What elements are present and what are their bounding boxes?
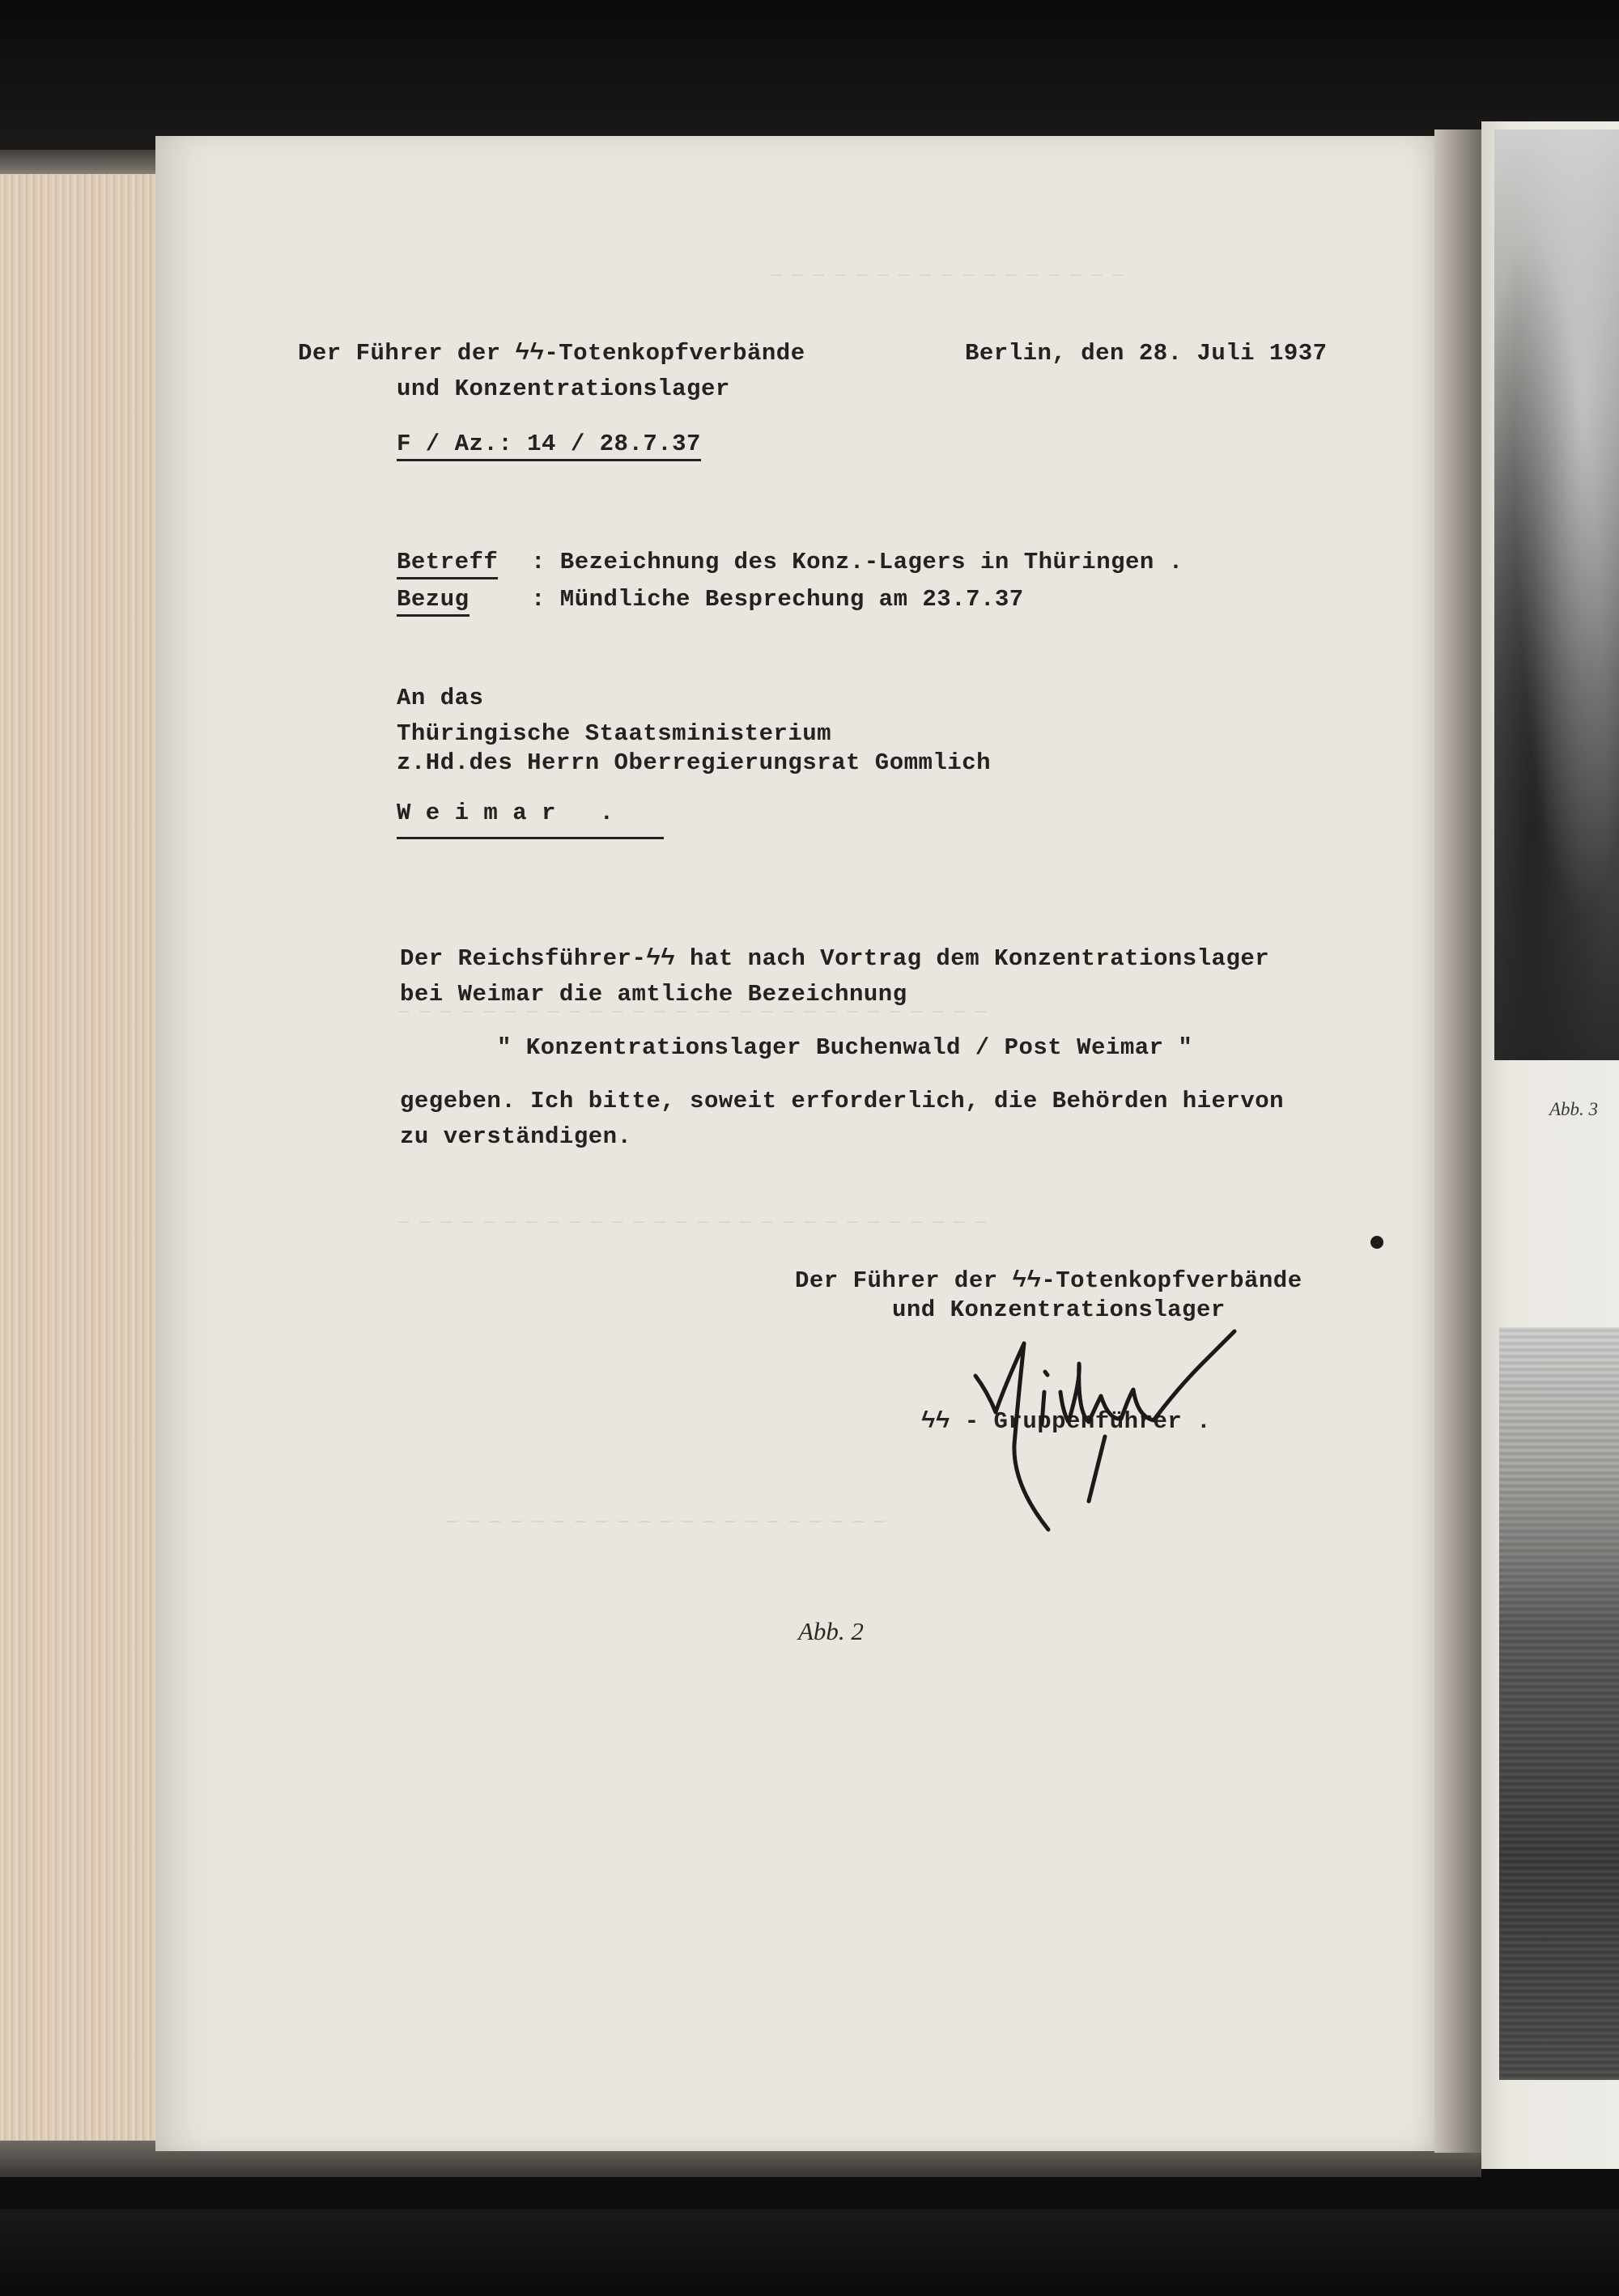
handwritten-signature — [967, 1315, 1315, 1534]
facing-page-photo-bottom — [1499, 1327, 1619, 2080]
body-line-1: Der Reichsführer-ϟϟ hat nach Vortrag dem Konzentrationslager — [400, 945, 1270, 972]
closing-line-2: und Konzentrationslager — [892, 1297, 1226, 1323]
subject-text: : Bezeichnung des Konz.-Lagers in Thüringen . — [531, 549, 1183, 575]
subject-label: Betreff — [397, 549, 498, 579]
recipient-city: W e i m a r . — [397, 800, 614, 826]
body-line-3: gegeben. Ich bitte, soweit erforderlich, die Behörden hiervon — [400, 1088, 1285, 1114]
ink-dot — [1370, 1236, 1383, 1249]
book-cover-bottom — [0, 2209, 1619, 2296]
book-cover-top — [0, 0, 1619, 154]
city-underline — [397, 837, 664, 839]
facing-page-photo-top — [1494, 129, 1619, 1060]
body-quote: " Konzentrationslager Buchenwald / Post Weimar " — [497, 1034, 1193, 1061]
figure-2-caption: Abb. 2 — [798, 1617, 864, 1645]
page-edge-stack — [0, 174, 162, 2141]
recipient-line-2: Thüringische Staatsministerium — [397, 720, 832, 747]
reference-label: Bezug — [397, 586, 470, 617]
show-through-text: — — — — — — — — — — — — — — — — — — — — — — — — — — — — — [398, 1002, 987, 1022]
show-through-text: — — — — — — — — — — — — — — — — — — — — — — [447, 1512, 886, 1532]
body-line-2: bei Weimar die amtliche Bezeichnung — [400, 981, 907, 1008]
recipient-line-1: An das — [397, 685, 484, 711]
show-through-text: — — — — — — — — — — — — — — — — — — [771, 265, 1124, 286]
figure-3-caption: Abb. 3 — [1549, 1099, 1599, 1119]
signatory-rank: ϟϟ - Gruppenführer . — [921, 1408, 1212, 1435]
recipient-line-3: z.Hd.des Herrn Oberregierungsrat Gommlich — [397, 749, 992, 776]
file-reference: F / Az.: 14 / 28.7.37 — [397, 431, 701, 461]
closing-line-1: Der Führer der ϟϟ-Totenkopfverbände — [795, 1267, 1302, 1294]
place-date: Berlin, den 28. Juli 1937 — [965, 340, 1328, 367]
reference-text: : Mündliche Besprechung am 23.7.37 — [531, 586, 1024, 613]
document-page — [155, 136, 1434, 2151]
show-through-text: — — — — — — — — — — — — — — — — — — — — — — — — — — — — — [398, 1212, 987, 1233]
body-line-4: zu verständigen. — [400, 1123, 632, 1150]
sender-line-2: und Konzentrationslager — [397, 376, 730, 402]
page-gutter — [1434, 129, 1481, 2153]
sender-line-1: Der Führer der ϟϟ-Totenkopfverbände — [298, 340, 805, 367]
